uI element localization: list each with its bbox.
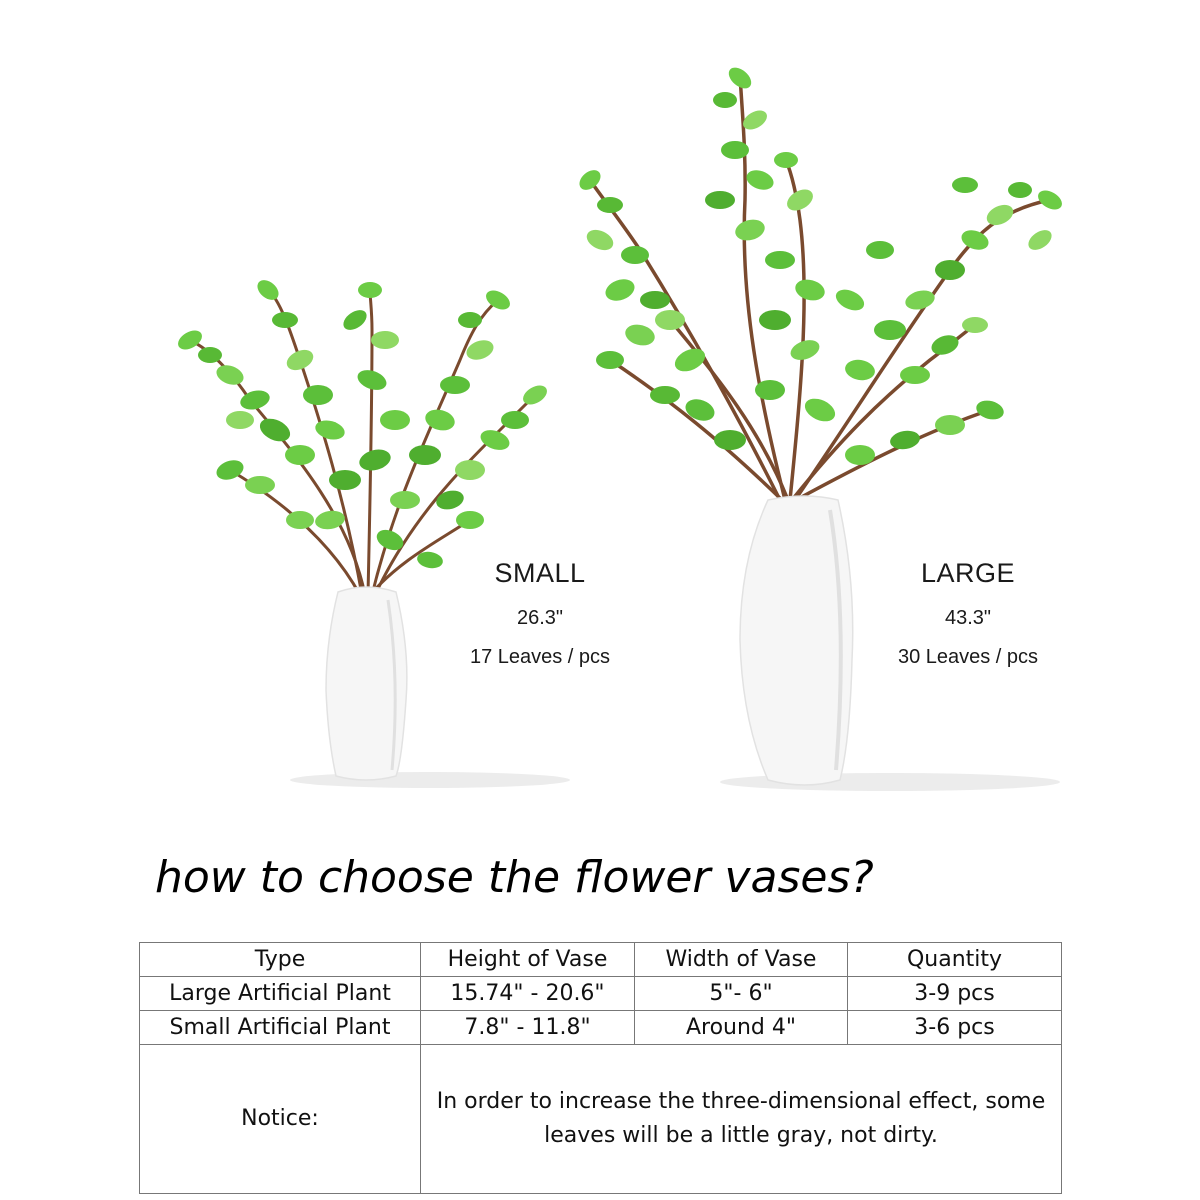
cell-quantity: 3-9 pcs bbox=[848, 977, 1062, 1011]
cell-height: 7.8" - 11.8" bbox=[421, 1011, 635, 1045]
small-size-name: SMALL bbox=[494, 558, 586, 588]
small-size-leaves: 17 Leaves / pcs bbox=[469, 646, 611, 668]
guide-title: how to choose the flower vases? bbox=[155, 852, 874, 903]
spec-table bbox=[139, 942, 1062, 1194]
notice-text: In order to increase the three-dimensional effect, some leaves will be a little gray, not dirty. bbox=[421, 1045, 1062, 1194]
large-size-name: LARGE bbox=[920, 558, 1016, 588]
cell-quantity: 3-6 pcs bbox=[848, 1011, 1062, 1045]
table-row bbox=[140, 977, 1062, 1011]
header-type: Type bbox=[140, 943, 421, 977]
small-size-label bbox=[440, 558, 640, 669]
header-width: Width of Vase bbox=[635, 943, 848, 977]
large-size-height: 43.3" bbox=[944, 607, 992, 629]
cell-width: 5"- 6" bbox=[635, 977, 848, 1011]
cell-type: Large Artificial Plant bbox=[140, 977, 421, 1011]
large-size-leaves: 30 Leaves / pcs bbox=[897, 646, 1039, 668]
header-quantity: Quantity bbox=[848, 943, 1062, 977]
header-height: Height of Vase bbox=[421, 943, 635, 977]
cell-width: Around 4" bbox=[635, 1011, 848, 1045]
large-size-label bbox=[868, 558, 1068, 669]
small-size-height: 26.3" bbox=[516, 607, 564, 629]
table-row bbox=[140, 1011, 1062, 1045]
table-header-row bbox=[140, 943, 1062, 977]
notice-row bbox=[140, 1045, 1062, 1194]
notice-label: Notice: bbox=[140, 1045, 421, 1194]
cell-type: Small Artificial Plant bbox=[140, 1011, 421, 1045]
cell-height: 15.74" - 20.6" bbox=[421, 977, 635, 1011]
